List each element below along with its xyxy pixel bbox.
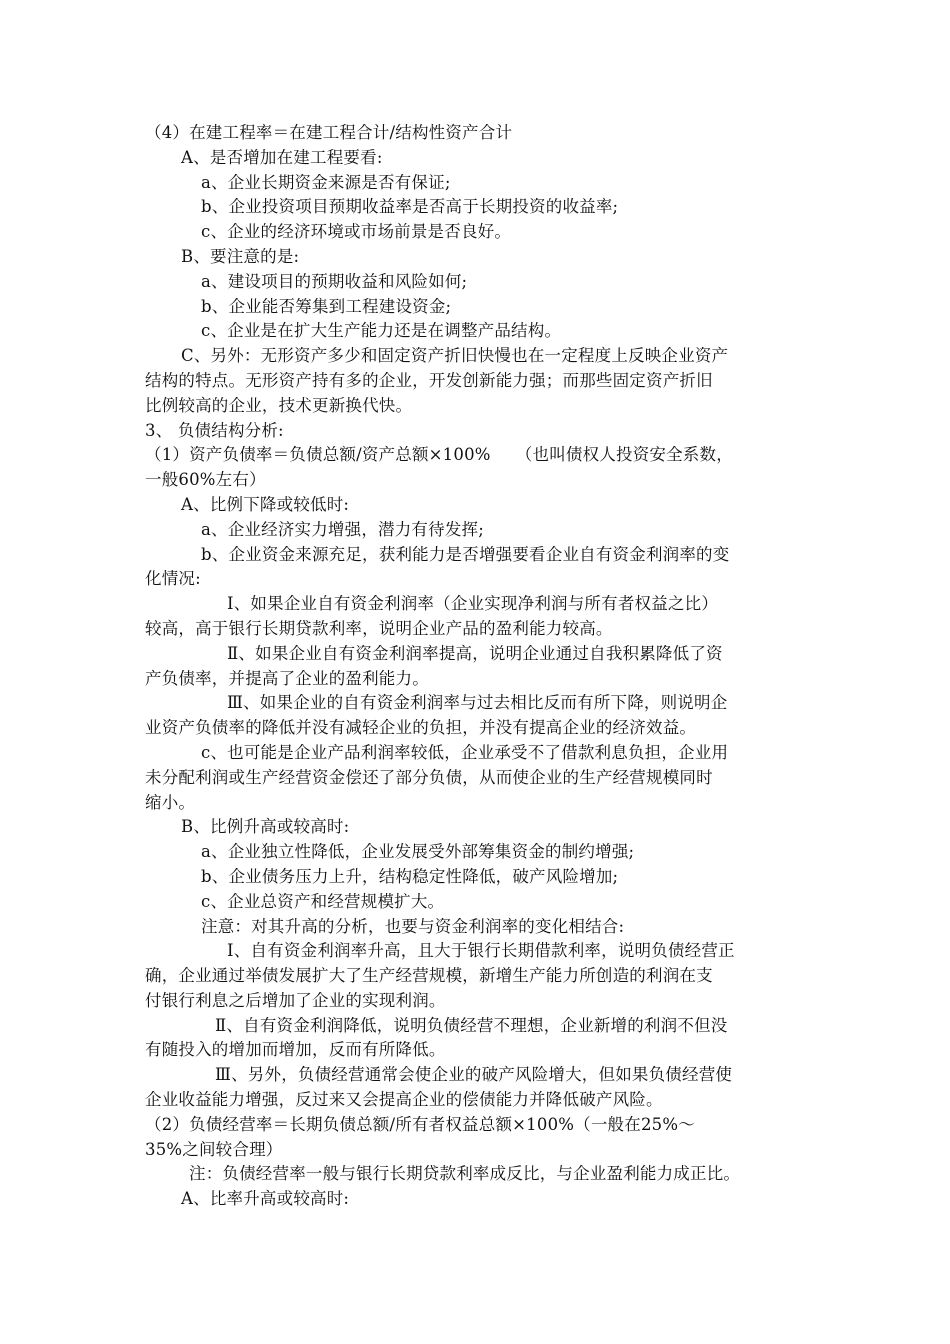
text-line: C、另外：无形资产多少和固定资产折旧快慢也在一定程度上反映企业资产 <box>181 346 729 366</box>
text-line: c、企业的经济环境或市场前景是否良好。 <box>201 222 512 242</box>
text-line: Ⅱ、自有资金利润降低，说明负债经营不理想，企业新增的利润不但没 <box>215 1015 728 1035</box>
text-line: （1）资产负债率＝负债总额/资产总额×100% （也叫债权人投资安全系数， <box>145 445 733 465</box>
text-line: 未分配利润或生产经营资金偿还了部分负债，从而使企业的生产经营规模同时 <box>145 767 713 787</box>
text-line: Ⅲ、如果企业的自有资金利润率与过去相比反而有所下降，则说明企 <box>227 693 728 713</box>
section-heading: 3、 负债结构分析: <box>145 420 284 440</box>
text-line: 付银行利息之后增加了企业的实现利润。 <box>145 990 446 1010</box>
text-line: c、企业总资产和经营规模扩大。 <box>201 891 445 911</box>
text-line: 有随投入的增加而增加，反而有所降低。 <box>145 1040 446 1060</box>
text-line: b、企业能否筹集到工程建设资金; <box>201 296 452 316</box>
text-line: b、企业资金来源充足，获利能力是否增强要看企业自有资金利润率的变 <box>201 544 730 564</box>
text-line: 确，企业通过举债发展扩大了生产经营规模，新增生产能力所创造的利润在支 <box>145 966 713 986</box>
text-line: 一般60%左右） <box>145 470 266 490</box>
text-line: 注：负债经营率一般与银行长期贷款利率成反比，与企业盈利能力成正比。 <box>189 1164 741 1184</box>
text-line: Ⅰ、自有资金利润率升高，且大于银行长期借款利率，说明负债经营正 <box>227 941 735 961</box>
text-line: a、企业独立性降低，企业发展受外部筹集资金的制约增强; <box>201 842 635 862</box>
text-line: A、比率升高或较高时: <box>181 1189 350 1209</box>
text-line: 注意：对其升高的分析，也要与资金利润率的变化相结合: <box>201 916 625 936</box>
text-line: Ⅲ、另外，负债经营通常会使企业的破产风险增大，但如果负债经营使 <box>215 1065 733 1085</box>
text-line: 产负债率，并提高了企业的盈利能力。 <box>145 668 429 688</box>
text-line: 较高，高于银行长期贷款利率，说明企业产品的盈利能力较高。 <box>145 618 613 638</box>
text-line: 企业收益能力增强，反过来又会提高企业的偿债能力并降低破产风险。 <box>145 1090 663 1110</box>
text-line: A、比例下降或较低时: <box>181 494 350 514</box>
text-line: 缩小。 <box>145 792 196 812</box>
text-line: a、企业经济实力增强，潜力有待发挥; <box>201 519 484 539</box>
document-body <box>145 121 820 1212</box>
text-line: （4）在建工程率＝在建工程合计/结构性资产合计 <box>145 123 513 142</box>
text-line: B、比例升高或较高时: <box>181 817 350 837</box>
text-line: 结构的特点。无形资产持有多的企业，开发创新能力强；而那些固定资产折旧 <box>145 370 713 390</box>
text-line: a、企业长期资金来源是否有保证; <box>201 172 451 192</box>
text-line: b、企业债务压力上升，结构稳定性降低，破产风险增加; <box>201 866 619 886</box>
text-line: c、企业是在扩大生产能力还是在调整产品结构。 <box>201 321 562 341</box>
text-line: 比例较高的企业，技术更新换代快。 <box>145 395 413 415</box>
text-line: a、建设项目的预期收益和风险如何; <box>201 271 468 291</box>
text-line: c、也可能是企业产品利润率较低，企业承受不了借款利息负担，企业用 <box>201 742 729 762</box>
text-line: b、企业投资项目预期收益率是否高于长期投资的收益率; <box>201 197 619 217</box>
text-line: （2）负债经营率＝长期负债总额/所有者权益总额×100%（一般在25%～ <box>145 1114 695 1134</box>
text-line: 化情况: <box>145 569 201 589</box>
text-line: 业资产负债率的降低并没有减轻企业的负担，并没有提高企业的经济效益。 <box>145 718 697 738</box>
text-line: A、是否增加在建工程要看: <box>181 147 383 167</box>
text-line: 35%之间较合理） <box>145 1139 283 1159</box>
text-line: Ⅱ、如果企业自有资金利润率提高，说明企业通过自我积累降低了资 <box>227 643 723 663</box>
text-line: Ⅰ、如果企业自有资金利润率（企业实现净利润与所有者权益之比） <box>227 594 719 614</box>
text-line: B、要注意的是: <box>181 246 300 266</box>
